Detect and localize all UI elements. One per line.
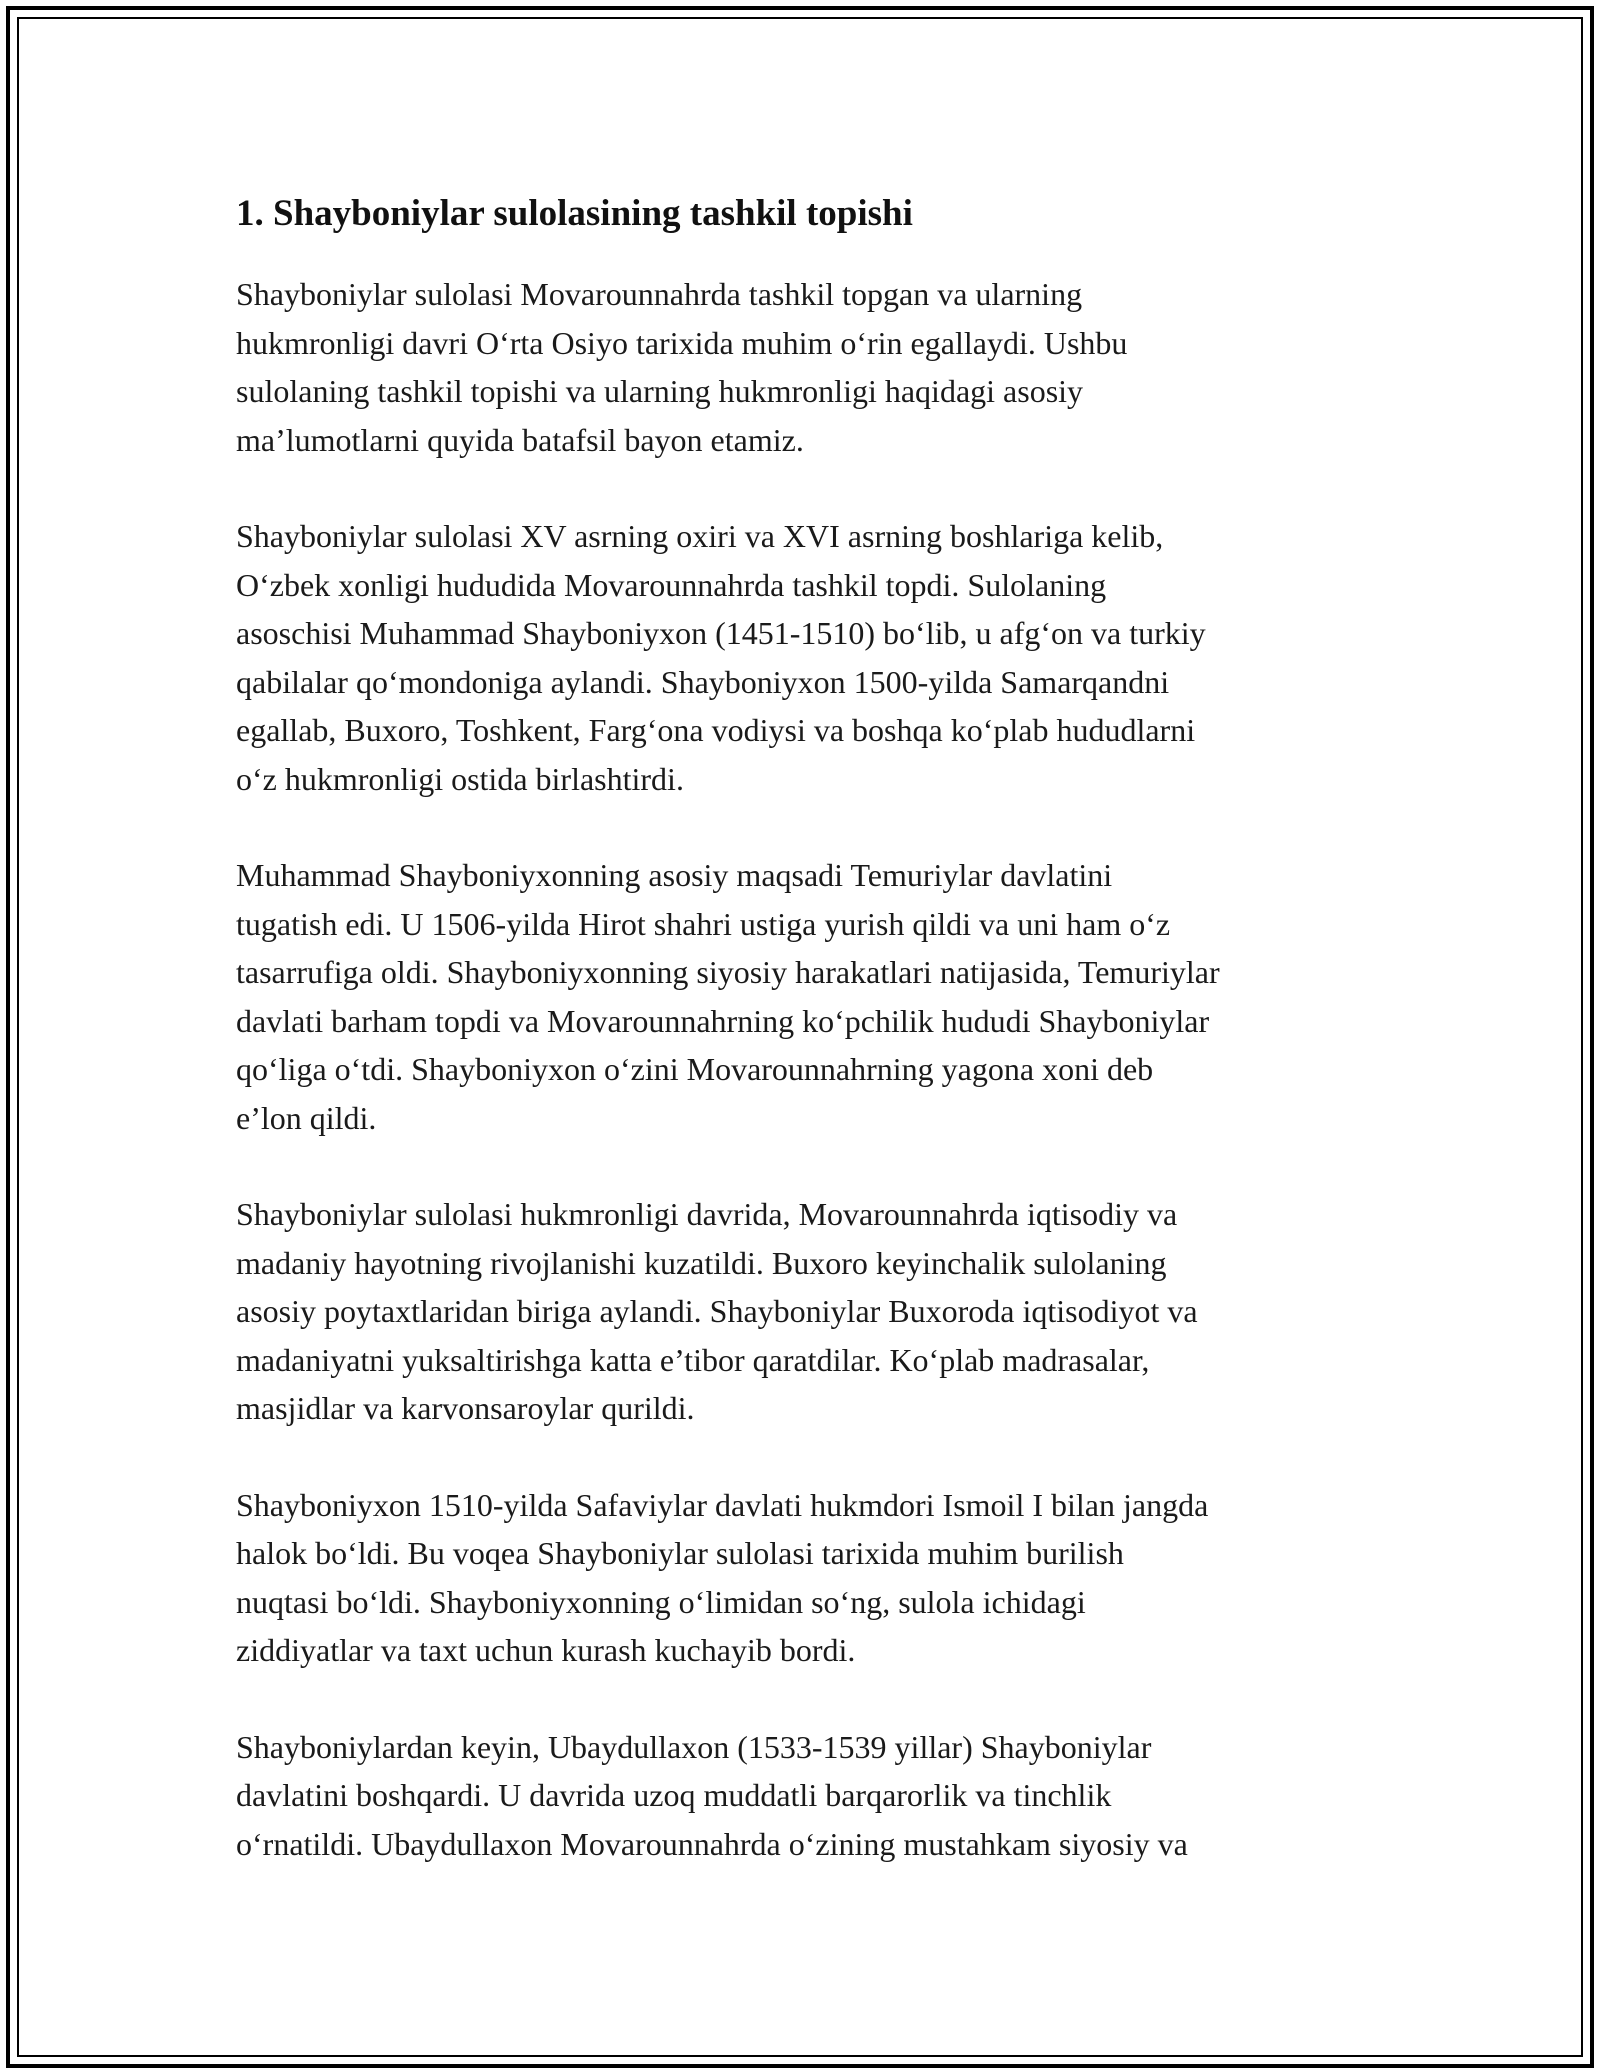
section-heading: 1. Shayboniylar sulolasining tashkil topishi bbox=[236, 193, 913, 234]
paragraph-culture: Shayboniylar sulolasi hukmronligi davrida, Movarounnahrda iqtisodiy va madaniy hayotning rivojlanishi kuzatildi. Buxoro keyinchalik sulolaning asosiy poytaxtlaridan biriga aylandi. Shayboniylar Buxoroda iqtisodiyot va madaniyatni yuksaltirishga katta e’tibor qaratdilar. Ko‘plab madrasalar, masjidlar va karvonsaroylar qurildi. bbox=[236, 1196, 1198, 1426]
paragraph-death: Shayboniyxon 1510-yilda Safaviylar davlati hukmdori Ismoil I bilan jangda halok bo‘ldi. Bu voqea Shayboniylar sulolasi tarixida muhim burilish nuqtasi bo‘ldi. Shayboniyxonning o‘limidan so‘ng, sulola ichidagi ziddiyatlar va taxt uchun kurash kuchayib bordi. bbox=[236, 1486, 1209, 1668]
paragraph-intro: Shayboniylar sulolasi Movarounnahrda tashkil topgan va ularning hukmronligi davri O‘rta Osiyo tarixida muhim o‘rin egallaydi. Ushbu sulolaning tashkil topishi va ularning hukmronligi haqidagi asosiy ma’lumotlarni quyida batafsil bayon etamiz. bbox=[236, 276, 1128, 458]
document-body bbox=[236, 188, 1396, 1916]
paragraph-founding: Shayboniylar sulolasi XV asrning oxiri va XVI asrning boshlariga kelib, O‘zbek xonligi hududida Movarounnahrda tashkil topdi. Sulolaning asoschisi Muhammad Shayboniyxon (1451-1510) bo‘lib, u afg‘on va turkiy qabilalar qo‘mondoniga aylandi. Shayboniyxon 1500-yilda Samarqandni egallab, Buxoro, Toshkent, Farg‘ona vodiysi va boshqa ko‘plab hududlarni o‘z hukmronligi ostida birlashtirdi. bbox=[236, 518, 1206, 797]
paragraph-temurids: Muhammad Shayboniyxonning asosiy maqsadi Temuriylar davlatini tugatish edi. U 1506-yilda Hirot shahri ustiga yurish qildi va uni ham o‘z tasarrufiga oldi. Shayboniyxonning siyosiy harakatlari natijasida, Temuriylar davlati barham topdi va Movarounnahrning ko‘pchilik hududi Shayboniylar qo‘liga o‘tdi. Shayboniyxon o‘zini Movarounnahrning yagona xoni deb e’lon qildi. bbox=[236, 857, 1220, 1136]
paragraph-ubaydullaxon: Shayboniylardan keyin, Ubaydullaxon (1533-1539 yillar) Shayboniylar davlatini boshqardi. U davrida uzoq muddatli barqarorlik va tinchlik o‘rnatildi. Ubaydullaxon Movarounnahrda o‘zining mustahkam siyosiy va bbox=[236, 1728, 1188, 1862]
